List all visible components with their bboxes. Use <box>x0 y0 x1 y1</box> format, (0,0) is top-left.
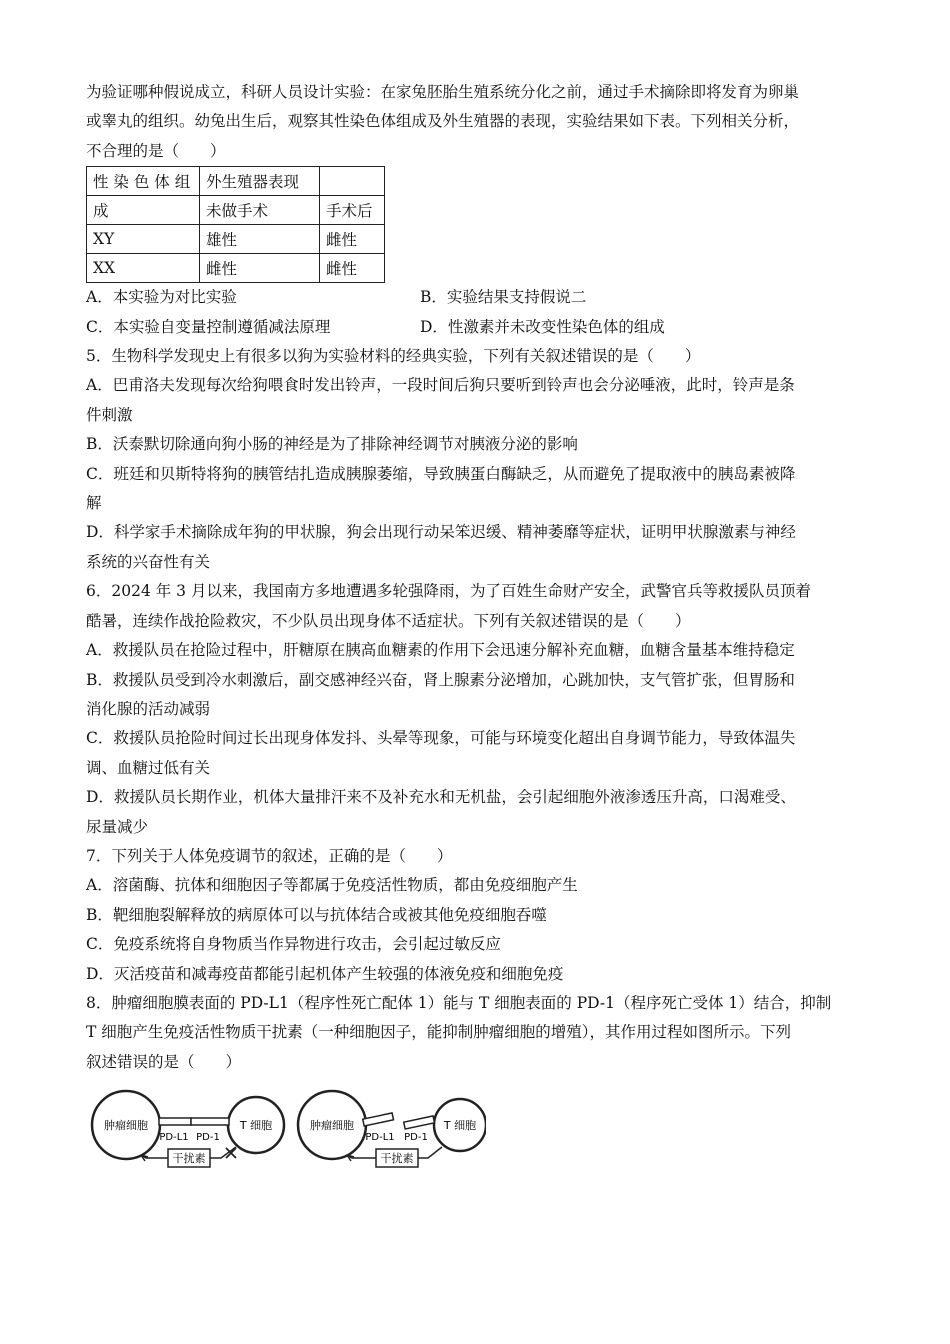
q6-stem: 6．2024 年 3 月以来，我国南方多地遭遇多轮强降雨，为了百姓生命财产安全，武警官兵等救援队员顶着 <box>86 582 811 601</box>
q8-stem: 8．肿瘤细胞膜表面的 PD-L1（程序性死亡配体 1）能与 T 细胞表面的 PD-1（程序死亡受体 1）结合，抑制 <box>86 993 832 1012</box>
q4-options <box>86 283 866 312</box>
table-row <box>87 254 385 283</box>
q5-stem: 5．生物科学发现史上有很多以狗为实验材料的经典实验，下列有关叙述错误的是（ ） <box>86 347 701 366</box>
q5-option-c-cont: 解 <box>86 494 102 513</box>
q7-stem: 7．下列关于人体免疫调节的叙述，正确的是（ ） <box>86 846 453 865</box>
q5-option-d-cont: 系统的兴奋性有关 <box>86 552 211 571</box>
q7-option-b: B．靶细胞裂解释放的病原体可以与抗体结合或被其他免疫细胞吞噬 <box>86 905 547 924</box>
pd-l1-label: PD-L1 <box>365 1132 395 1144</box>
results-table <box>86 166 385 283</box>
tumor-cell-label: 肿瘤细胞 <box>104 1119 148 1133</box>
pd-l1-label: PD-L1 <box>159 1132 189 1144</box>
table-header-cell: 外生殖器表现 <box>200 167 320 196</box>
table-row <box>87 225 385 254</box>
q6-option-c-cont: 调、血糖过低有关 <box>86 758 211 777</box>
option-d: D．性激素并未改变性染色体的组成 <box>420 317 665 336</box>
q6-option-b: B．救援队员受到冷水刺激后，副交感神经兴奋，肾上腺素分泌增加，心跳加快，支气管扩张，但胃肠和 <box>86 670 795 689</box>
pd1-figure <box>86 1085 866 1185</box>
option-a: A．本实验为对比实验 <box>86 288 237 307</box>
q7-option-c: C．免疫系统将自身物质当作异物进行攻击，会引起过敏反应 <box>86 935 501 954</box>
table-header-cell: 手术后 <box>320 196 385 225</box>
q6-option-a: A．救援队员在抢险过程中，肝糖原在胰高血糖素的作用下会迅速分解补充血糖，血糖含量基本维持稳定 <box>86 641 795 660</box>
option-b: B．实验结果支持假说二 <box>420 288 587 307</box>
table-header-cell <box>320 167 385 196</box>
q6-option-d-cont: 尿量减少 <box>86 817 149 836</box>
q6-stem: 酷暑，连续作战抢险救灾，不少队员出现身体不适症状。下列有关叙述错误的是（ ） <box>86 611 691 630</box>
intro-line: 或睾丸的组织。幼兔出生后，观察其性染色体组成及外生殖器的表现，实验结果如下表。下列相关分析， <box>86 112 800 131</box>
table-cell: XX <box>87 254 200 283</box>
interferon-label: 干扰素 <box>172 1152 206 1166</box>
pd-l1-receptor <box>363 1113 394 1126</box>
t-cell-label: T 细胞 <box>443 1119 477 1133</box>
table-cell: 雌性 <box>320 254 385 283</box>
table-cell: XY <box>87 225 200 254</box>
interferon-label: 干扰素 <box>380 1152 414 1166</box>
pd-1-receptor <box>404 1116 435 1129</box>
q5-option-a: A．巴甫洛夫发现每次给狗喂食时发出铃声，一段时间后狗只要听到铃声也会分泌唾液，此时，铃声是条 <box>86 376 795 395</box>
q8-stem: T 细胞产生免疫活性物质干扰素（一种细胞因子，能抑制肿瘤细胞的增殖），其作用过程如图所示。下列 <box>86 1023 792 1042</box>
pd-l1-receptor <box>159 1118 191 1125</box>
tumor-cell-label: 肿瘤细胞 <box>310 1119 354 1133</box>
q5-option-b: B．沃泰默切除通向狗小肠的神经是为了排除神经调节对胰液分泌的影响 <box>86 435 578 454</box>
q7-option-a: A．溶菌酶、抗体和细胞因子等都属于免疫活性物质，都由免疫细胞产生 <box>86 876 578 895</box>
q6-option-c: C．救援队员抢险时间过长出现身体发抖、头晕等现象，可能与环境变化超出自身调节能力，导致体温失 <box>86 729 796 748</box>
table-cell: 雌性 <box>320 225 385 254</box>
table-cell: 雄性 <box>200 225 320 254</box>
q5-option-c: C．班廷和贝斯特将狗的胰管结扎造成胰腺萎缩，导致胰蛋白酶缺乏，从而避免了提取液中的胰岛素被降 <box>86 464 796 483</box>
pd-1-label: PD-1 <box>404 1132 428 1144</box>
q6-option-b-cont: 消化腺的活动减弱 <box>86 699 211 718</box>
table-cell: 雌性 <box>200 254 320 283</box>
pd-1-label: PD-1 <box>196 1132 220 1144</box>
table-header-cell: 未做手术 <box>200 196 320 225</box>
q4-options <box>86 313 866 342</box>
q6-option-d: D．救援队员长期作业，机体大量排汗来不及补充水和无机盐，会引起细胞外液渗透压升高，口渴难受、 <box>86 788 796 807</box>
intro-line: 为验证哪种假说成立，科研人员设计实验：在家兔胚胎生殖系统分化之前，通过手术摘除即将发育为卵巢 <box>86 83 800 101</box>
q7-option-d: D．灭活疫苗和减毒疫苗都能引起机体产生较强的体液免疫和细胞免疫 <box>86 964 564 983</box>
q8-stem: 叙述错误的是（ ） <box>86 1052 242 1071</box>
q5-option-a-cont: 件刺激 <box>86 405 133 424</box>
q5-option-d: D．科学家手术摘除成年狗的甲状腺，狗会出现行动呆笨迟缓、精神萎靡等症状，证明甲状腺激素与神经 <box>86 523 796 542</box>
table-header-cell: 性 染 色 体 组 <box>87 167 200 196</box>
exam-page <box>86 78 866 1185</box>
intro-line: 不合理的是（ ） <box>86 141 226 160</box>
table-header-cell: 成 <box>87 196 200 225</box>
t-cell-label: T 细胞 <box>239 1119 273 1133</box>
pd-1-receptor <box>191 1118 229 1125</box>
arrow-line <box>418 1147 442 1158</box>
option-c: C．本实验自变量控制遵循减法原理 <box>86 317 331 336</box>
pd1-diagram <box>86 1085 486 1185</box>
